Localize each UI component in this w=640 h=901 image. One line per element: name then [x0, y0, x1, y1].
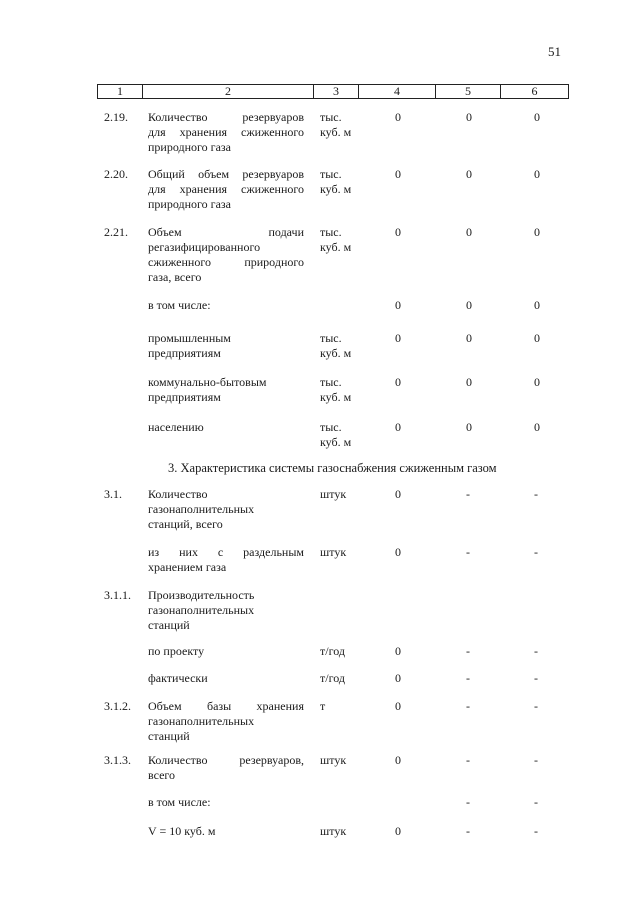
- row-value-col6: -: [534, 824, 538, 838]
- row-value-col5: -: [466, 753, 470, 767]
- row-description: V = 10 куб. м: [148, 824, 216, 838]
- row-value-col5: -: [466, 671, 470, 685]
- row-unit: штук: [320, 824, 347, 838]
- row-number: 2.21.: [104, 225, 128, 239]
- row-description: Объем подачи регазифицированного сжиженного природного газа, всего: [148, 225, 304, 284]
- table-header: [97, 84, 569, 99]
- row-description: Количество резервуаров, всего: [148, 753, 304, 782]
- row-description: фактически: [148, 671, 208, 685]
- row-value-col6: 0: [534, 225, 540, 239]
- row-unit: штук: [320, 487, 347, 501]
- row-value-col6: 0: [534, 375, 540, 389]
- row-value-col4: 0: [395, 110, 401, 124]
- row-value-col4: 0: [395, 298, 401, 312]
- row-value-col6: -: [534, 671, 538, 685]
- row-value-col5: 0: [466, 110, 472, 124]
- row-value-col6: -: [534, 644, 538, 658]
- row-value-col4: 0: [395, 420, 401, 434]
- row-value-col5: -: [466, 644, 470, 658]
- row-unit: тыс. куб. м: [320, 225, 352, 254]
- row-value-col4: 0: [395, 824, 401, 838]
- row-description: Объем базы хранения газонаполнительных станций: [148, 699, 304, 743]
- row-unit: тыс. куб. м: [320, 375, 352, 404]
- section-title: 3. Характеристика системы газоснабжения сжиженным газом: [168, 461, 497, 475]
- row-value-col4: 0: [395, 699, 401, 713]
- row-description: населению: [148, 420, 204, 434]
- row-value-col6: -: [534, 699, 538, 713]
- row-number: 3.1.3.: [104, 753, 131, 767]
- row-description: по проекту: [148, 644, 205, 658]
- row-description: в том числе:: [148, 795, 211, 809]
- row-number: 3.1.1.: [104, 588, 131, 602]
- row-value-col5: 0: [466, 331, 472, 345]
- row-number: 3.1.2.: [104, 699, 131, 713]
- row-value-col4: 0: [395, 375, 401, 389]
- row-value-col6: 0: [534, 298, 540, 312]
- row-value-col6: 0: [534, 420, 540, 434]
- row-value-col5: 0: [466, 167, 472, 181]
- row-unit: тыс. куб. м: [320, 331, 352, 360]
- row-value-col5: 0: [466, 420, 472, 434]
- row-value-col6: -: [534, 487, 538, 501]
- row-value-col4: 0: [395, 753, 401, 767]
- row-value-col6: -: [534, 753, 538, 767]
- page-number: 51: [548, 44, 561, 59]
- row-value-col6: -: [534, 545, 538, 559]
- row-value-col4: 0: [395, 331, 401, 345]
- row-value-col4: 0: [395, 545, 401, 559]
- row-number: 2.20.: [104, 167, 128, 181]
- row-value-col4: 0: [395, 644, 401, 658]
- row-description: Количество резервуаров для хранения сжиженного природного газа: [148, 110, 304, 154]
- row-value-col5: -: [466, 487, 470, 501]
- row-value-col4: 0: [395, 167, 401, 181]
- row-value-col5: 0: [466, 298, 472, 312]
- row-value-col5: 0: [466, 375, 472, 389]
- row-unit: тыс. куб. м: [320, 420, 352, 449]
- row-value-col5: -: [466, 795, 470, 809]
- header-col-1: 1: [98, 85, 143, 99]
- row-value-col5: -: [466, 824, 470, 838]
- row-value-col6: -: [534, 795, 538, 809]
- row-unit: т/год: [320, 644, 345, 658]
- row-value-col6: 0: [534, 167, 540, 181]
- row-description: в том числе:: [148, 298, 211, 312]
- row-value-col6: 0: [534, 110, 540, 124]
- row-value-col5: -: [466, 699, 470, 713]
- row-number: 2.19.: [104, 110, 128, 124]
- row-unit: т: [320, 699, 326, 713]
- row-description: промышленным предприятиям: [148, 331, 231, 360]
- row-value-col4: 0: [395, 487, 401, 501]
- header-col-2: 2: [143, 85, 314, 99]
- row-unit: штук: [320, 545, 347, 559]
- header-col-4: 4: [359, 85, 436, 99]
- row-value-col5: 0: [466, 225, 472, 239]
- row-value-col4: 0: [395, 671, 401, 685]
- row-description: Производительность газонаполнительных станций: [148, 588, 255, 632]
- row-unit: тыс. куб. м: [320, 167, 352, 196]
- row-value-col6: 0: [534, 331, 540, 345]
- header-col-5: 5: [436, 85, 501, 99]
- header-col-3: 3: [314, 85, 359, 99]
- row-description: Общий объем резервуаров для хранения сжиженного природного газа: [148, 167, 304, 211]
- row-unit: тыс. куб. м: [320, 110, 352, 139]
- row-value-col5: -: [466, 545, 470, 559]
- row-unit: штук: [320, 753, 347, 767]
- row-description: из них с раздельным хранением газа: [148, 545, 304, 574]
- row-number: 3.1.: [104, 487, 122, 501]
- header-col-6: 6: [501, 85, 569, 99]
- row-unit: т/год: [320, 671, 345, 685]
- row-value-col4: 0: [395, 225, 401, 239]
- row-description: коммунально-бытовым предприятиям: [148, 375, 267, 404]
- row-description: Количество газонаполнительных станций, всего: [148, 487, 255, 531]
